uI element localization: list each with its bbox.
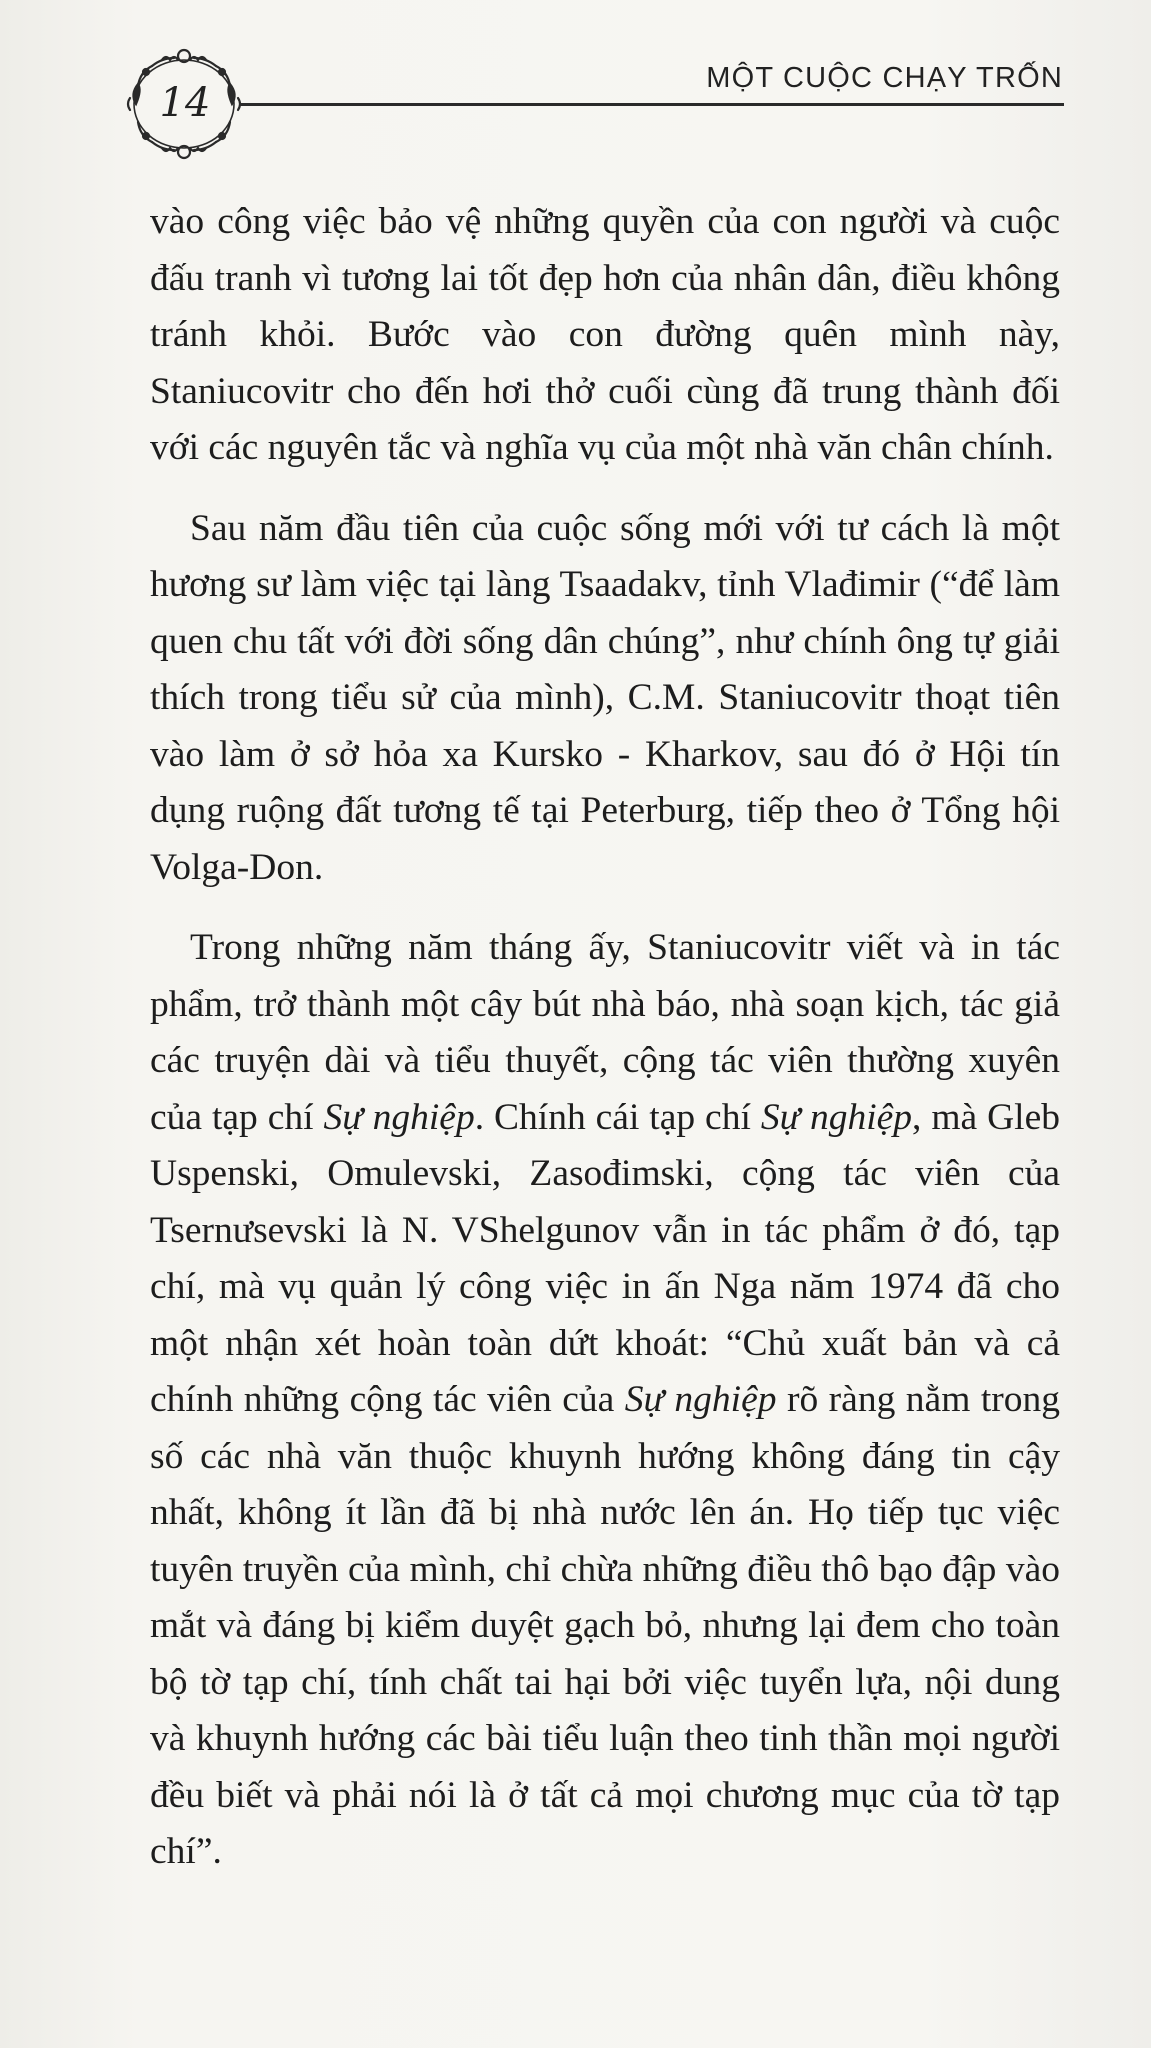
paragraph-3-text: Trong những năm tháng ấy, Staniucovitr viết và in tác phẩm, trở thành một cây bút nhà báo, nhà soạn kịch, tác giả các truyện dài và tiểu thuyết, cộng tác viên thường xuyên của tạp chí xyxy=(150,927,1060,1138)
page-number: 14 xyxy=(159,80,211,126)
paragraph-1: vào công việc bảo vệ những quyền của con người và cuộc đấu tranh vì tương lai tốt đẹp hơn của nhân dân, điều không tránh khỏi. Bước vào con đường quên mình này, Staniucovitr cho đến hơi thở cuối cùng đã trung thành đối với các nguyên tắc và nghĩa vụ của một nhà văn chân chính. xyxy=(150,201,1060,468)
running-title: MỘT CUỘC CHẠY TRỐN xyxy=(706,62,1063,94)
body-text xyxy=(150,194,1060,1903)
magazine-title: Sự nghiệp xyxy=(624,1379,777,1420)
paragraph-3-text: . Chính cái tạp chí xyxy=(474,1096,761,1138)
magazine-title: Sự nghiệp xyxy=(323,1096,475,1138)
magazine-title: Sự nghiệp xyxy=(760,1096,913,1138)
paragraph-3 xyxy=(150,920,1060,1881)
header-rule xyxy=(240,103,1064,106)
paragraph-3-text: , mà Gleb Uspenski, Omulevski, Zasođimski, cộng tác viên của Tsernưsevski là N. VShelgunov vẫn in tác phẩm ở đó, tạp chí, mà vụ quản lý công việc in ấn Nga năm 1974 đã cho một nhận xét hoàn toàn dứt khoát: “Chủ xuất bản và cả chính những cộng tác viên của xyxy=(150,1096,1060,1420)
paragraph-2: Sau năm đầu tiên của cuộc sống mới với tư cách là một hương sư làm việc tại làng Tsaadakv, tỉnh Vlađimir (“để làm quen chu tất với đời sống dân chúng”, như chính ông tự giải thích trong tiểu sử của mình), C.M. Staniucovitr thoạt tiên vào làm ở sở hỏa xa Kursko - Kharkov, sau đó ở Hội tín dụng ruộng đất tương tế tại Peterburg, tiếp theo ở Tổng hội Volga-Don. xyxy=(150,507,1060,888)
paragraph-3-text: rõ ràng nằm trong số các nhà văn thuộc khuynh hướng không đáng tin cậy nhất, không ít lần đã bị nhà nước lên án. Họ tiếp tục việc tuyên truyền của mình, chỉ chừa những điều thô bạo đập vào mắt và đáng bị kiểm duyệt gạch bỏ, nhưng lại đem cho toàn bộ tờ tạp chí, tính chất tai hại bởi việc tuyển lựa, nội dung và khuynh hướng các bài tiểu luận theo tinh thần mọi người đều biết và phải nói là ở tất cả mọi chương mục của tờ tạp chí”. xyxy=(150,1379,1060,1872)
page-header xyxy=(0,0,1151,170)
